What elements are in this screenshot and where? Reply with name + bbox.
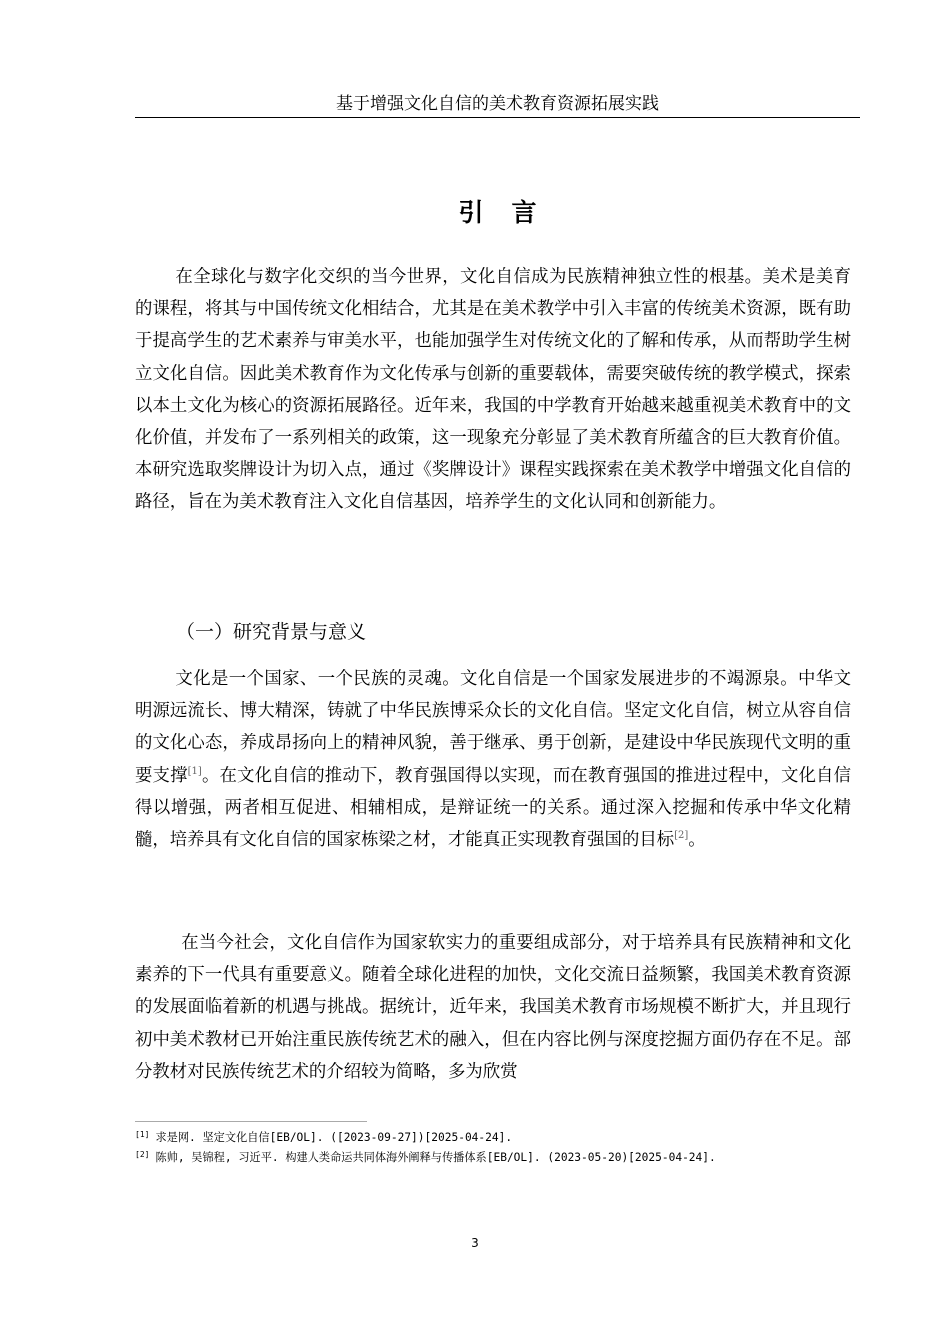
paragraph-text-part1: 文化是一个国家、一个民族的灵魂。文化自信是一个国家发展进步的不竭源泉。中华文明源远流长、博大精深，铸就了中华民族博采众长的文化自信。坚定文化自信，树立从容自信的文化心态，养成昂扬向上的精神风貌，善于继承、勇于创新，是建设中华民族现代文明的重要支撑 [135, 669, 851, 786]
footnote-1 [135, 1128, 860, 1148]
intro-paragraph [135, 261, 851, 519]
citation-mark-2[interactable]: [2] [674, 830, 689, 842]
footnotes [135, 1128, 860, 1168]
footnote-2 [135, 1148, 860, 1168]
paragraph-2-text: 在当今社会，文化自信作为国家软实力的重要组成部分，对于培养具有民族精神和文化素养的下一代具有重要意义。随着全球化进程的加快，文化交流日益频繁，我国美术教育资源的发展面临着新的机遇与挑战。据统计，近年来，我国美术教育市场规模不断扩大，并且现行初中美术教材已开始注重民族传统艺术的融入，但在内容比例与深度挖掘方面仍存在不足。部分教材对民族传统艺术的介绍较为简略，多为欣赏 [135, 933, 851, 1082]
page-number: 3 [471, 1236, 479, 1250]
footnote-rule [135, 1121, 367, 1122]
section-heading: （一）研究背景与意义 [176, 621, 367, 643]
footnote-2-text: 陈帅, 吴锦程, 习近平. 构建人类命运共同体海外阐释与传播体系[EB/OL]. (2023-05-20)[2025-04-24]. [155, 1151, 716, 1164]
citation-mark-1[interactable]: [1] [187, 765, 202, 777]
chapter-title: 引言 [458, 198, 565, 227]
footnote-2-mark: [2] [135, 1150, 150, 1159]
paragraph-text-part2: 。在文化自信的推动下，教育强国得以实现，而在教育强国的推进过程中，文化自信得以增强，两者相互促进、相辅相成，是辩证统一的关系。通过深入挖掘和传承中华文化精髓，培养具有文化自信的国家栋梁之材，才能真正实现教育强国的目标 [135, 765, 851, 851]
header-rule [135, 117, 860, 118]
running-header: 基于增强文化自信的美术教育资源拓展实践 [336, 94, 659, 114]
paragraph-text-part3: 。 [688, 830, 706, 851]
footnote-1-text: 求是网. 坚定文化自信[EB/OL]. ([2023-09-27])[2025-04-24]. [155, 1131, 513, 1144]
background-paragraph-2 [135, 927, 851, 1088]
footnote-1-mark: [1] [135, 1130, 150, 1139]
background-paragraph-1 [135, 663, 851, 856]
intro-paragraph-text: 在全球化与数字化交织的当今世界，文化自信成为民族精神独立性的根基。美术是美育的课程，将其与中国传统文化相结合，尤其是在美术教学中引入丰富的传统美术资源，既有助于提高学生的艺术素养与审美水平，也能加强学生对传统文化的了解和传承，从而帮助学生树立文化自信。因此美术教育作为文化传承与创新的重要载体，需要突破传统的教学模式，探索以本土文化为核心的资源拓展路径。近年来，我国的中学教育开始越来越重视美术教育中的文化价值，并发布了一系列相关的政策，这一现象充分彰显了美术教育所蕴含的巨大教育价值。本研究选取奖牌设计为切入点，通过《奖牌设计》课程实践探索在美术教学中增强文化自信的路径，旨在为美术教育注入文化自信基因，培养学生的文化认同和创新能力。 [135, 267, 851, 513]
